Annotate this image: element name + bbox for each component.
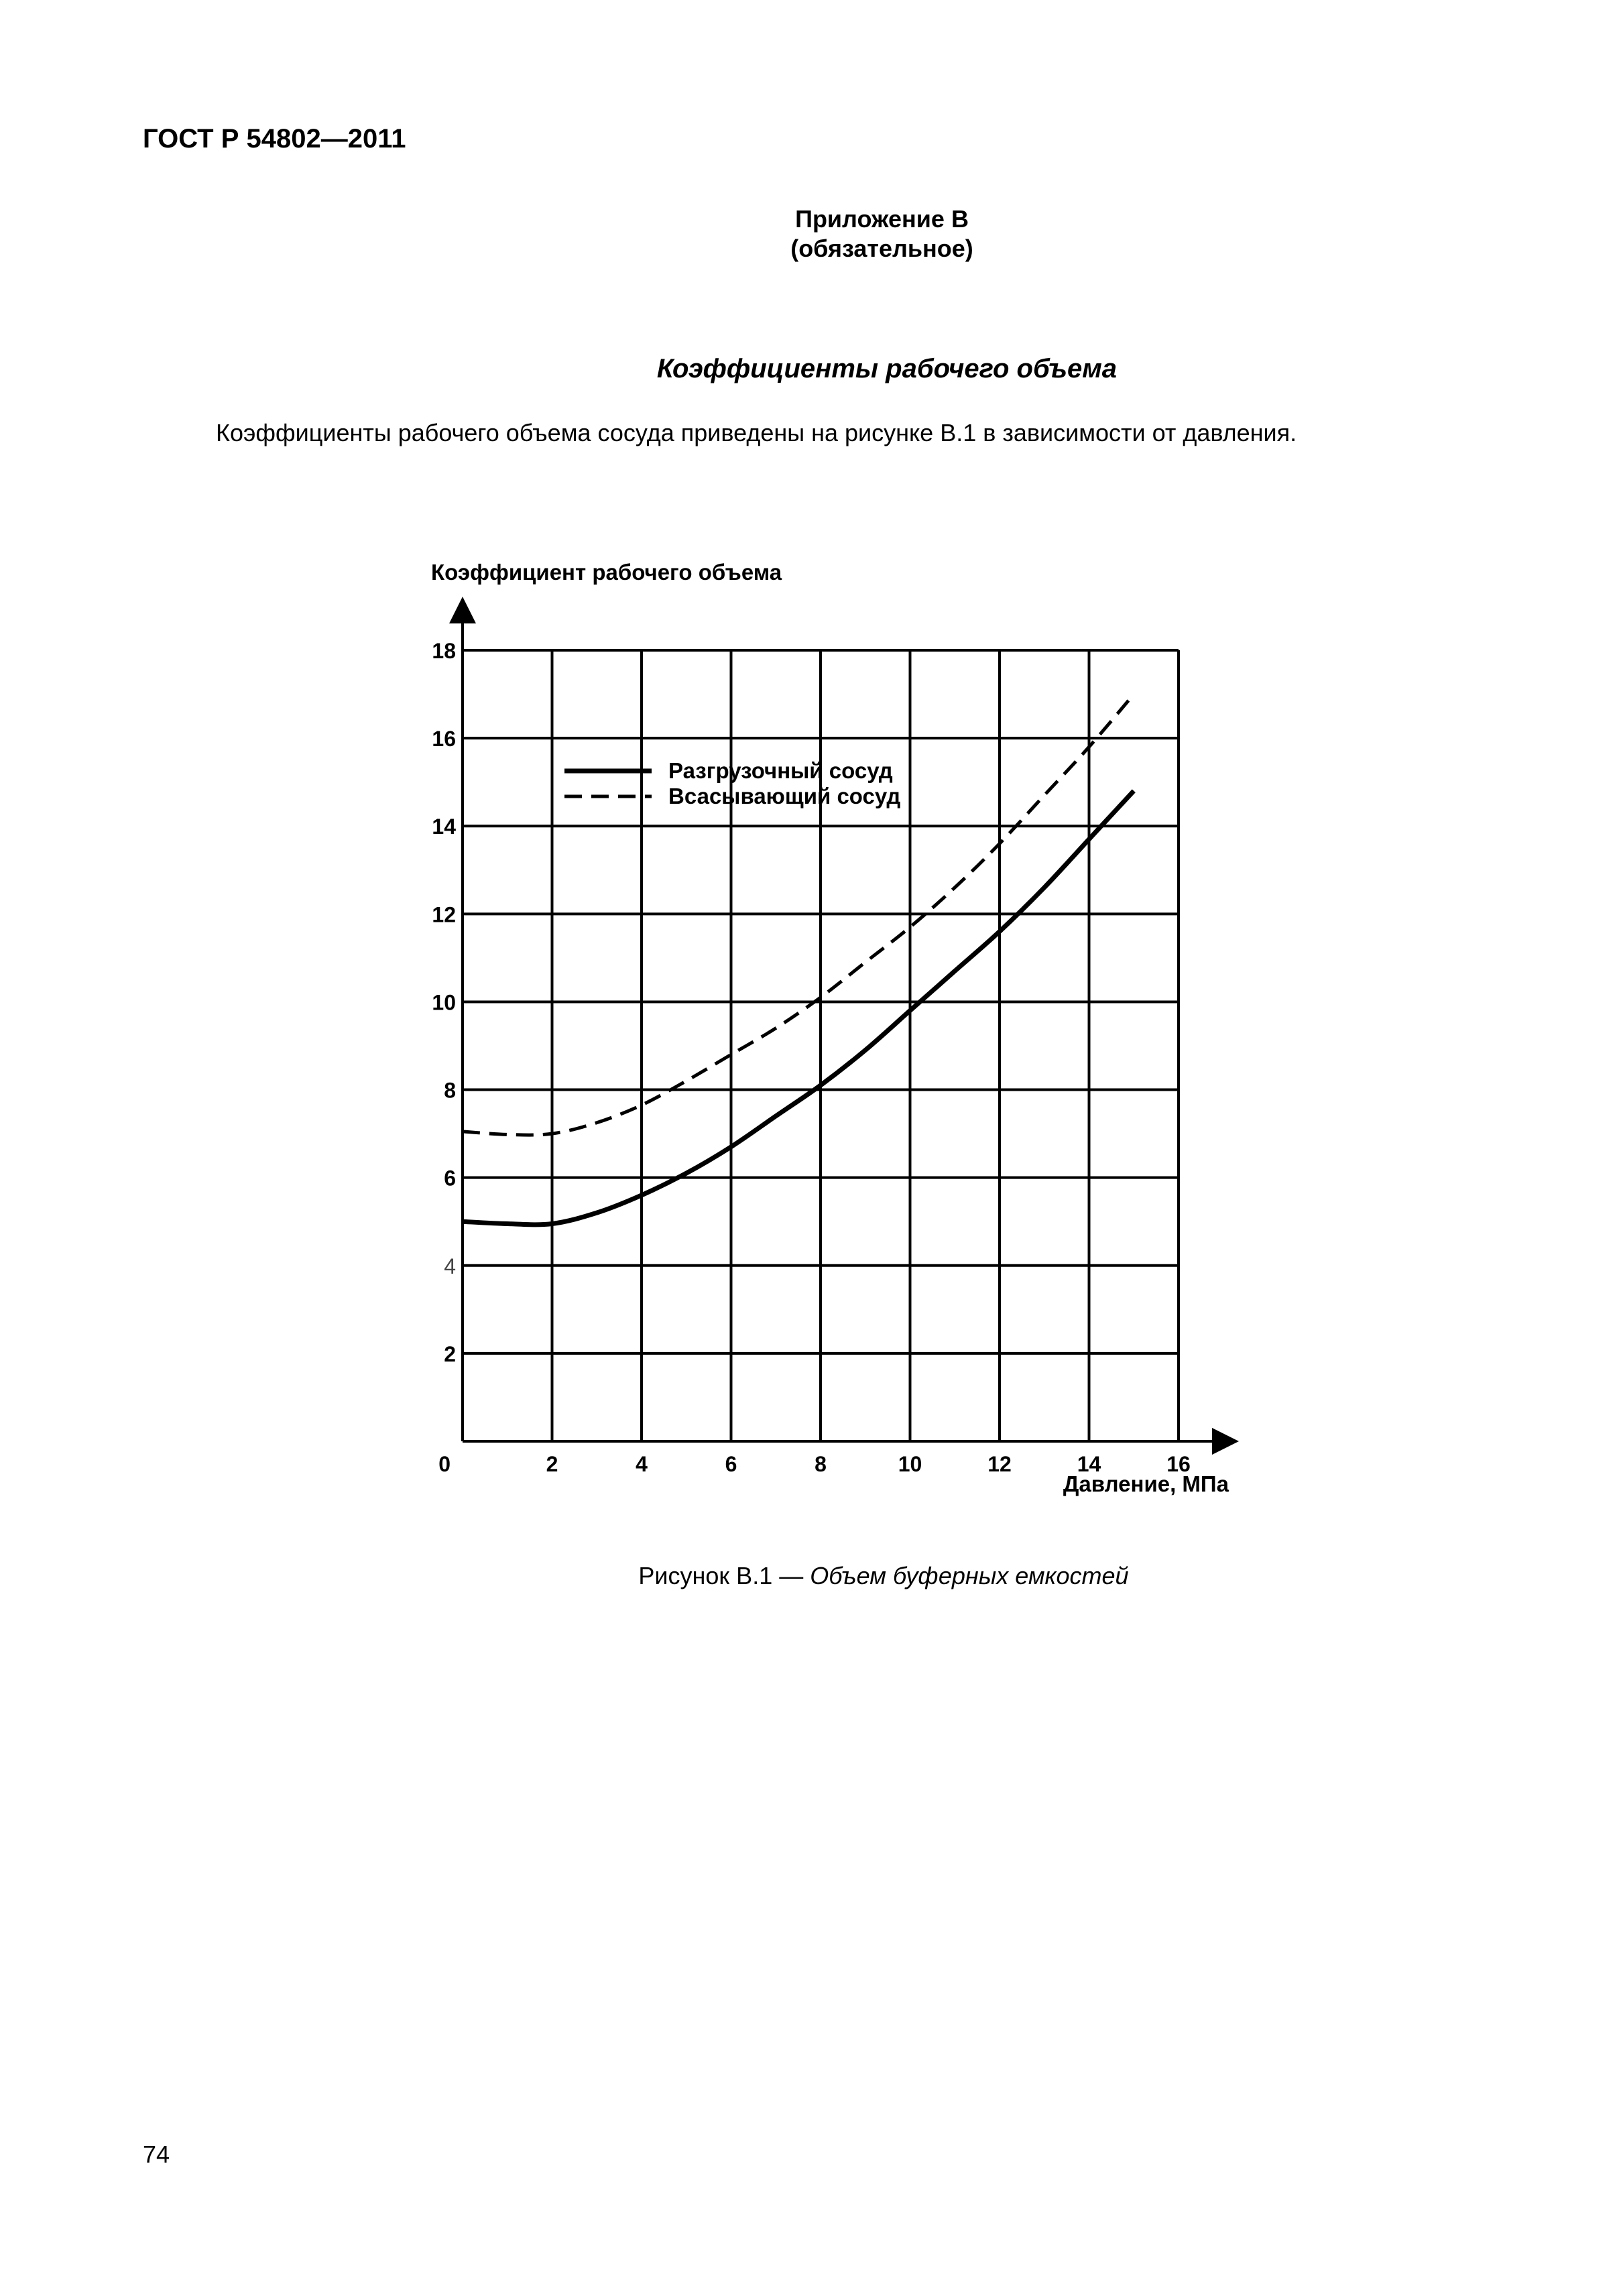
annex-status: (обязательное) bbox=[790, 235, 973, 262]
x-tick-label: 12 bbox=[987, 1452, 1012, 1476]
y-tick-label: 4 bbox=[444, 1254, 456, 1278]
legend-label-1: Разгрузочный сосуд bbox=[668, 758, 893, 783]
chart-figure bbox=[0, 550, 1623, 1522]
y-tick-label: 8 bbox=[444, 1078, 456, 1103]
y-tick-label: 18 bbox=[432, 639, 456, 663]
figure-caption-prefix: Рисунок В.1 — bbox=[638, 1562, 810, 1589]
y-tick-label: 16 bbox=[432, 727, 456, 751]
annex-title: Приложение В bbox=[795, 205, 969, 233]
x-axis-label: Давление, МПа bbox=[1063, 1471, 1229, 1496]
annex-heading bbox=[0, 204, 1623, 263]
section-title: Коэффициенты рабочего объема bbox=[656, 354, 1118, 383]
body-paragraph: Коэффициенты рабочего объема сосуда приведены на рисунке В.1 в зависимости от давления. bbox=[216, 419, 1297, 446]
x-tick-label: 10 bbox=[898, 1452, 922, 1476]
y-tick-label: 10 bbox=[432, 990, 456, 1015]
y-tick-label: 12 bbox=[432, 902, 456, 927]
y-axis-label: Коэффициент рабочего объема bbox=[431, 560, 782, 585]
x-tick-label: 14 bbox=[1077, 1452, 1101, 1476]
chart-axes bbox=[463, 610, 1225, 1441]
legend-label-2: Всасывающий сосуд bbox=[668, 784, 901, 808]
chart-svg bbox=[0, 550, 1623, 1522]
x-tick-label: 8 bbox=[815, 1452, 827, 1476]
document-code: ГОСТ Р 54802—2011 bbox=[143, 124, 406, 154]
page-number: 74 bbox=[143, 2140, 170, 2168]
x-tick-label: 4 bbox=[636, 1452, 648, 1476]
figure-caption bbox=[0, 1562, 1623, 1590]
series-line-1 bbox=[463, 791, 1134, 1225]
y-tick-label: 14 bbox=[432, 814, 456, 839]
x-tick-label: 2 bbox=[546, 1452, 558, 1476]
chart-legend bbox=[564, 758, 900, 808]
y-tick-label: 2 bbox=[444, 1341, 456, 1366]
y-tick-label: 6 bbox=[444, 1166, 456, 1191]
x-tick-label: 0 bbox=[438, 1452, 450, 1476]
figure-caption-title: Объем буферных емкостей bbox=[810, 1562, 1129, 1589]
x-tick-label: 16 bbox=[1166, 1452, 1191, 1476]
x-tick-label: 6 bbox=[725, 1452, 737, 1476]
